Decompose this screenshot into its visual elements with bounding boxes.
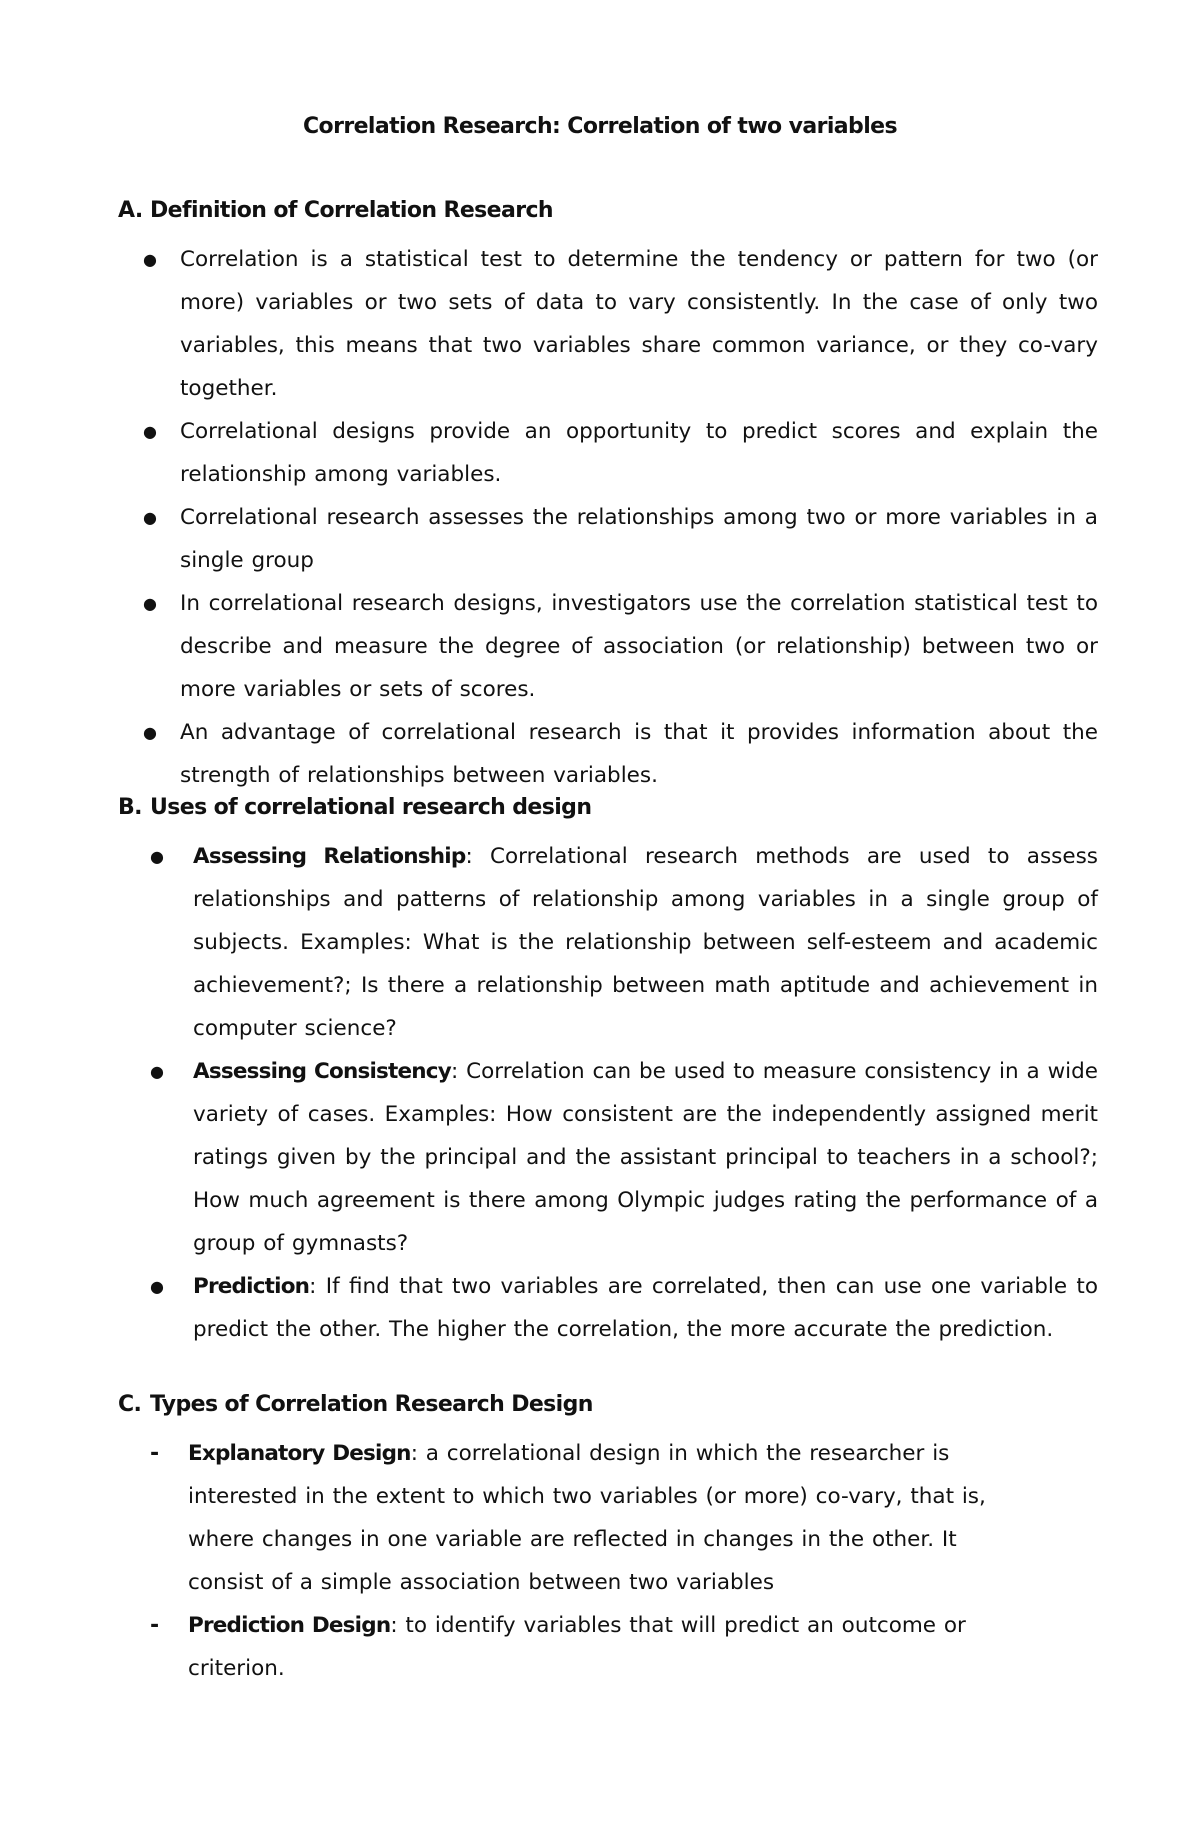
bullet-icon: ● <box>143 250 157 269</box>
list-item <box>118 496 1098 582</box>
bullet-icon: ● <box>150 847 164 866</box>
bullet-icon: ● <box>143 508 157 527</box>
dash-list <box>118 1432 1098 1690</box>
list-item-text: : Correlation can be used to measure consistency in a wide variety of cases. Examples: How consistent are the independently assigned merit ratings given by the principal and the assistant principal to teachers in a school?; How much agreement is there among Olympic judges rating the performance of a group of gymnasts? <box>193 1059 1099 1256</box>
section-heading-text: Definition of Correlation Research <box>150 198 553 223</box>
list-item-text: : a correlational design in which the researcher is interested in the extent to which two variables (or more) co-vary, that is, where changes in one variable are reflected in changes in the other. It consist of a simple association between two variables <box>188 1441 986 1595</box>
document-title: Correlation Research: Correlation of two variables <box>303 114 897 139</box>
section-letter: C. <box>118 1392 142 1417</box>
list-item <box>118 835 1098 1050</box>
section-heading <box>118 196 1098 226</box>
list-item-text: Correlational designs provide an opportunity to predict scores and explain the relationship among variables. <box>180 419 1098 487</box>
section-heading-text: Uses of correlational research design <box>150 795 592 820</box>
term-label: Prediction <box>193 1274 310 1299</box>
list-item-text: : Correlational research methods are used to assess relationships and patterns of relationship among variables in a single group of subjects. Examples: What is the relationship between self-esteem and academic achievement?; Is there a relationship between math aptitude and achievement in computer science? <box>193 844 1098 1041</box>
list-item <box>118 238 1098 410</box>
list-item-text: Correlational research assesses the relationships among two or more variables in a single group <box>180 505 1098 573</box>
section-letter: B. <box>118 795 142 820</box>
bullet-icon: ● <box>143 723 157 742</box>
section-letter: A. <box>118 198 143 223</box>
section-heading-text: Types of Correlation Research Design <box>150 1392 593 1417</box>
term-label: Explanatory Design <box>188 1441 411 1466</box>
bullet-icon: ● <box>150 1277 164 1296</box>
bullet-list <box>118 238 1098 797</box>
list-item-text: In correlational research designs, investigators use the correlation statistical test to describe and measure the degree of association (or relationship) between two or more variables or sets of scores. <box>180 591 1098 702</box>
list-item <box>118 1604 1098 1690</box>
bullet-icon: ● <box>143 594 157 613</box>
list-item <box>118 711 1098 797</box>
list-item-text: : If find that two variables are correlated, then can use one variable to predict the other. The higher the correlation, the more accurate the prediction. <box>193 1274 1098 1342</box>
section-heading <box>118 793 1098 823</box>
section-heading <box>118 1390 1098 1420</box>
section-uses <box>118 793 1098 1351</box>
term-label: Assessing Consistency <box>193 1059 451 1084</box>
list-item-text: Correlation is a statistical test to determine the tendency or pattern for two (or more) variables or two sets of data to vary consistently. In the case of only two variables, this means that two variables share common variance, or they co-vary together. <box>180 247 1098 401</box>
dash-icon: - <box>150 1441 160 1466</box>
list-item <box>118 1432 1098 1604</box>
bullet-icon: ● <box>143 422 157 441</box>
list-item <box>118 410 1098 496</box>
list-item <box>118 1050 1098 1265</box>
list-item <box>118 1265 1098 1351</box>
bullet-list <box>118 835 1098 1351</box>
list-item <box>118 582 1098 711</box>
list-item-text: : to identify variables that will predict an outcome or criterion. <box>188 1613 966 1681</box>
list-item-text: An advantage of correlational research is that it provides information about the strength of relationships between variables. <box>180 720 1098 788</box>
dash-icon: - <box>150 1613 160 1638</box>
section-definition <box>118 196 1098 797</box>
term-label: Assessing Relationship <box>193 844 466 869</box>
bullet-icon: ● <box>150 1062 164 1081</box>
section-types <box>118 1390 1098 1690</box>
term-label: Prediction Design <box>188 1613 391 1638</box>
